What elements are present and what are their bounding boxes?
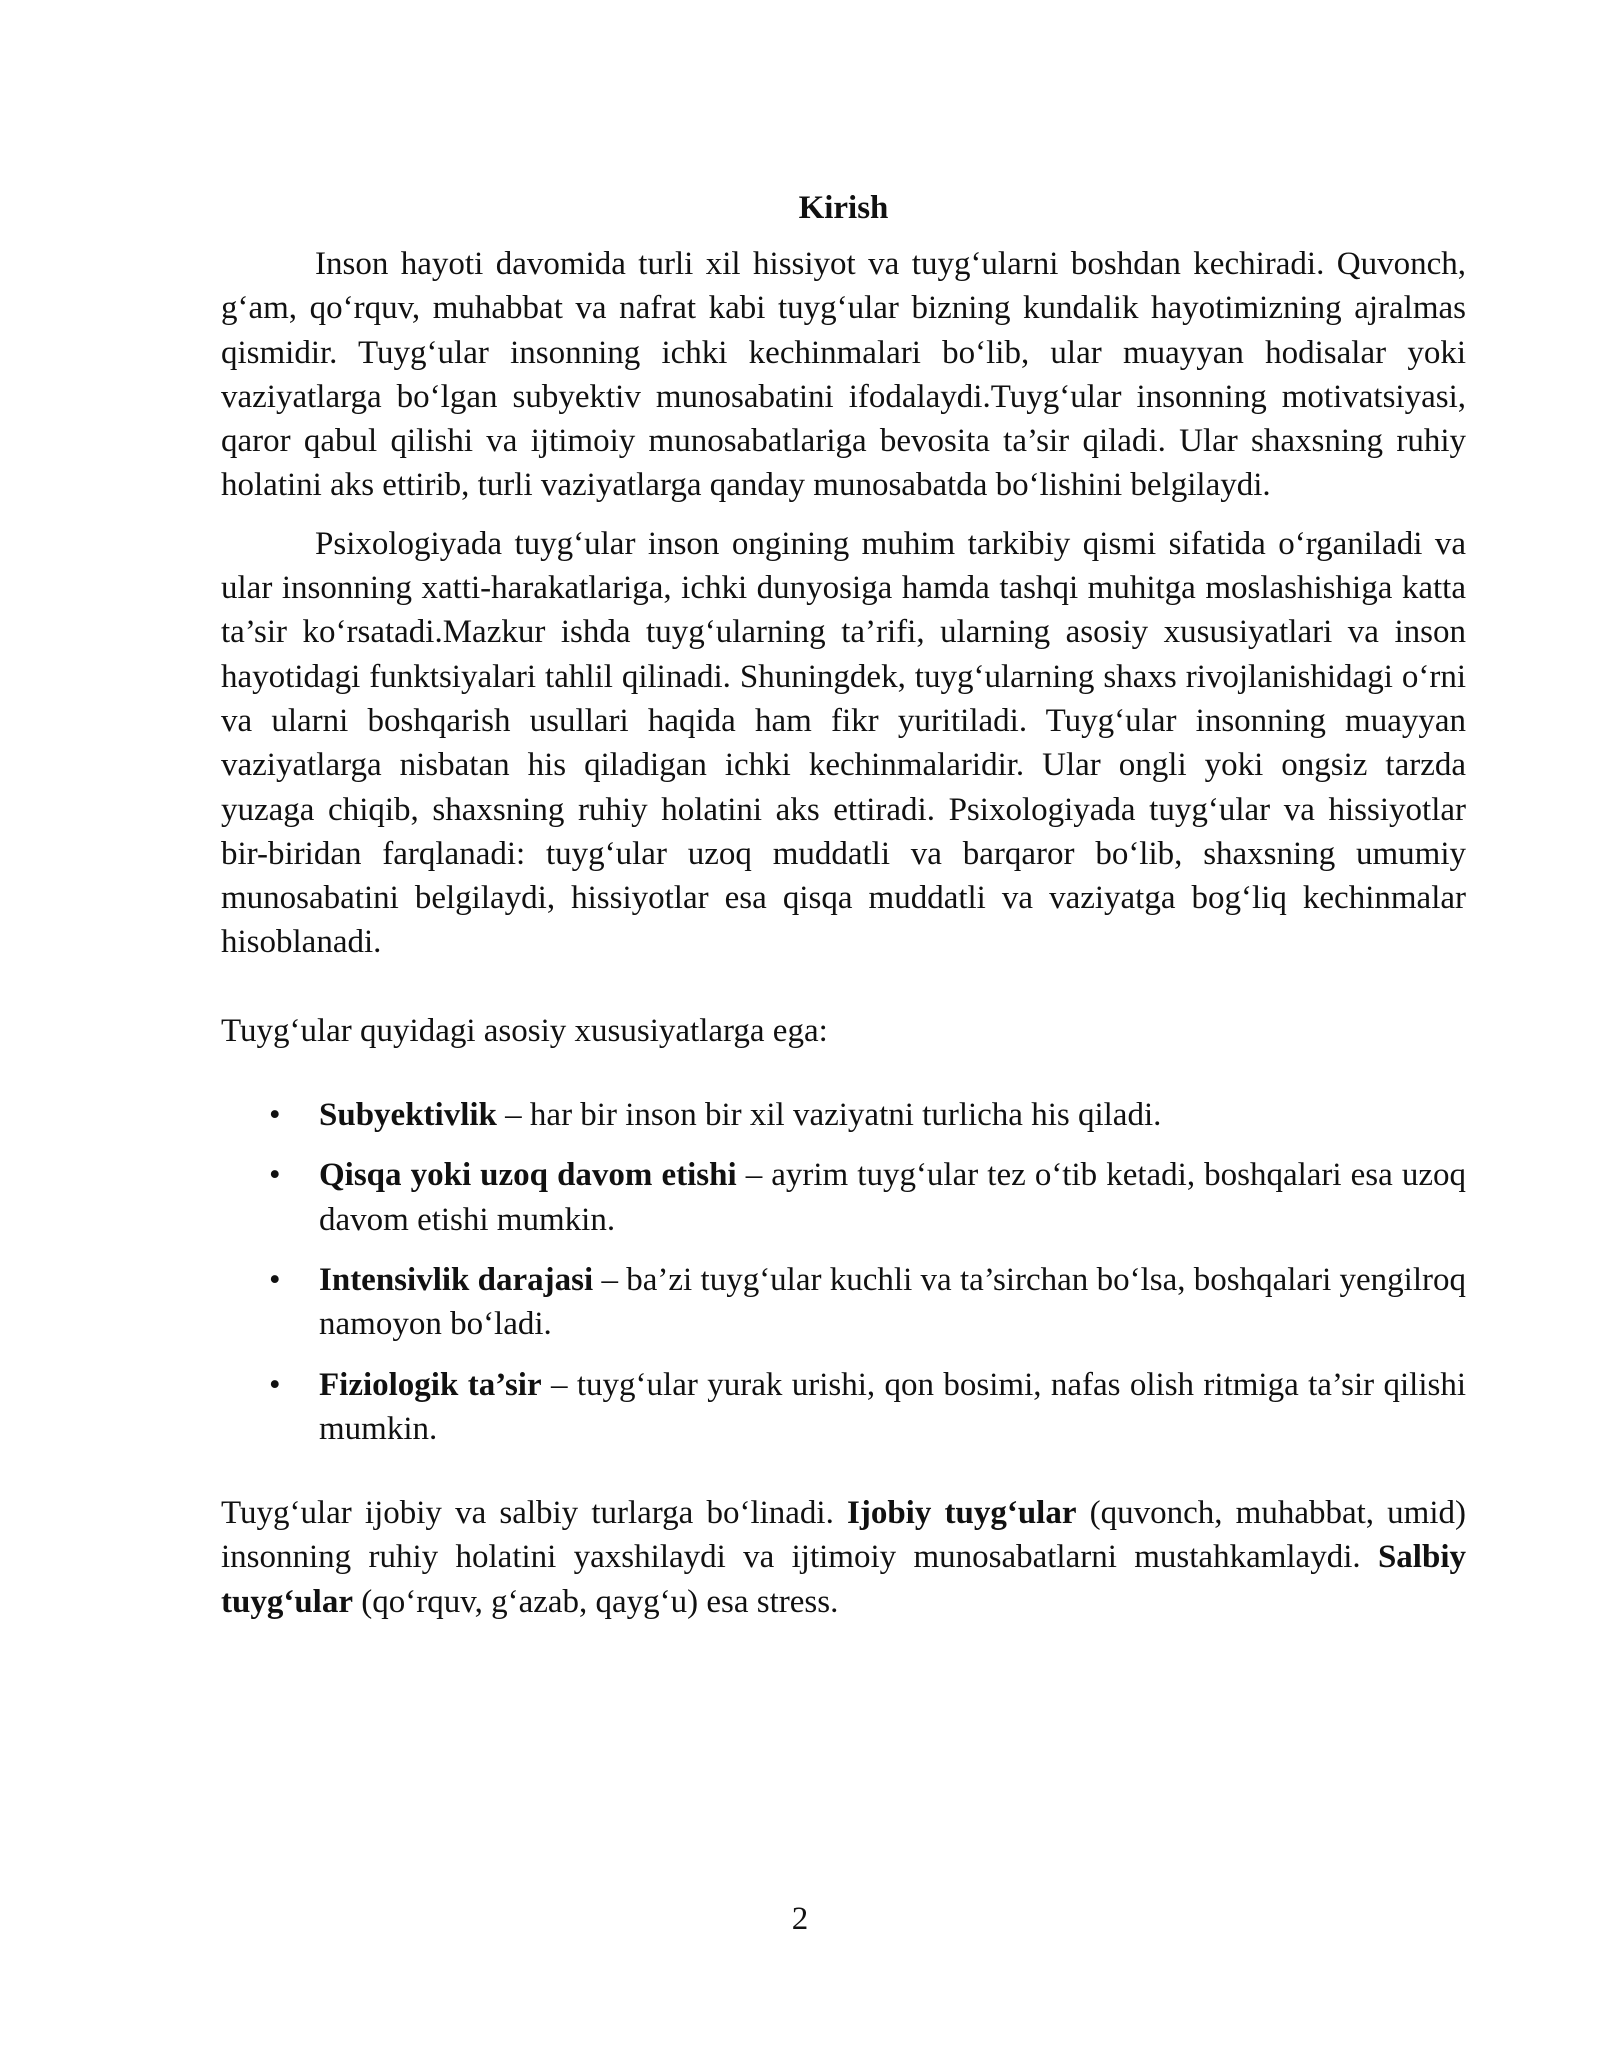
closing-bold-negative: Salbiy tuyg‘ular	[221, 1539, 1466, 1620]
intro-paragraph-1: Inson hayoti davomida turli xil hissiyot va tuyg‘ularni boshdan kechiradi. Quvonch, g‘am, qo‘rquv, muhabbat va nafrat kabi tuyg‘ular bizning kundalik hayotimizning ajralmas qismidir. Tuyg‘ular insonning ichki kechinmalari bo‘lib, ular muayyan hodisalar yoki vaziyatlarga bo‘lgan subyektiv munosabatini ifodalaydi.Tuyg‘ular insonning motivatsiyasi, qaror qabul qilishi va ijtimoiy munosabatlariga bevosita ta’sir qiladi. Ular shaxsning ruhiy holatini aks ettirib, turli vaziyatlarga qanday munosabatda bo‘lishini belgilaydi.	[221, 246, 1466, 504]
list-intro: Tuyg‘ular quyidagi asosiy xususiyatlarga ega:	[221, 1012, 828, 1049]
bullet-icon: •	[269, 1157, 281, 1194]
feature-term: Intensivlik darajasi	[319, 1261, 594, 1298]
feature-desc: – har bir inson bir xil vaziyatni turlicha his qiladi.	[496, 1097, 1162, 1134]
closing-text-1: Tuyg‘ular ijobiy va salbiy turlarga bo‘linadi.	[221, 1495, 847, 1532]
feature-desc: – ayrim tuyg‘ular tez o‘tib ketadi, boshqalari esa uzoq davom etishi mumkin.	[319, 1157, 1466, 1238]
bullet-icon: •	[269, 1097, 281, 1134]
feature-desc: – tuyg‘ular yurak urishi, qon bosimi, nafas olish ritmiga ta’sir qilishi mumkin.	[319, 1366, 1466, 1447]
list-item	[269, 1363, 1466, 1452]
list-item	[269, 1093, 1466, 1137]
list-item	[269, 1258, 1467, 1347]
page-number: 2	[791, 1901, 809, 1937]
feature-term: Fiziologik ta’sir	[319, 1366, 542, 1403]
closing-text-2: (quvonch, muhabbat, umid) insonning ruhiy holatini yaxshilaydi va ijtimoiy munosabatlarni mustahkamlaydi.	[221, 1495, 1467, 1576]
bullet-icon: •	[269, 1261, 281, 1298]
feature-desc: – ba’zi tuyg‘ular kuchli va ta’sirchan bo‘lsa, boshqalari yengilroq namoyon bo‘ladi.	[319, 1261, 1467, 1343]
closing-paragraph	[221, 1491, 1466, 1624]
closing-bold-positive: Ijobiy tuyg‘ular	[847, 1495, 1077, 1532]
bullet-icon: •	[269, 1366, 281, 1403]
feature-term: Qisqa yoki uzoq davom etishi	[319, 1157, 737, 1194]
feature-term: Subyektivlik	[319, 1097, 497, 1134]
list-item	[269, 1153, 1466, 1242]
section-title: Kirish	[798, 190, 889, 226]
features-list	[221, 1093, 1466, 1451]
closing-text-3: (qo‘rquv, g‘azab, qayg‘u) esa stress.	[353, 1583, 839, 1620]
intro-paragraph-2: Psixologiyada tuyg‘ular inson ongining muhim tarkibiy qismi sifatida o‘rganiladi va ular insonning xatti-harakatlariga, ichki dunyosiga hamda tashqi muhitga moslashishiga katta ta’sir ko‘rsatadi.Mazkur ishda tuyg‘ularning ta’rifi, ularning asosiy xususiyatlari va inson hayotidagi funktsiyalari tahlil qilinadi. Shuningdek, tuyg‘ularning shaxs rivojlanishidagi o‘rni va ularni boshqarish usullari haqida ham fikr yuritiladi. Tuyg‘ular insonning muayyan vaziyatlarga nisbatan his qiladigan ichki kechinmalaridir. Ular ongli yoki ongsiz tarzda yuzaga chiqib, shaxsning ruhiy holatini aks ettiradi. Psixologiyada tuyg‘ular va hissiyotlar bir-biridan farqlanadi: tuyg‘ular uzoq muddatli va barqaror bo‘lib, shaxsning umumiy munosabatini belgilaydi, hissiyotlar esa qisqa muddatli va vaziyatga bog‘liq kechinmalar hisoblanadi.	[221, 525, 1466, 961]
document-page	[221, 186, 1466, 1624]
